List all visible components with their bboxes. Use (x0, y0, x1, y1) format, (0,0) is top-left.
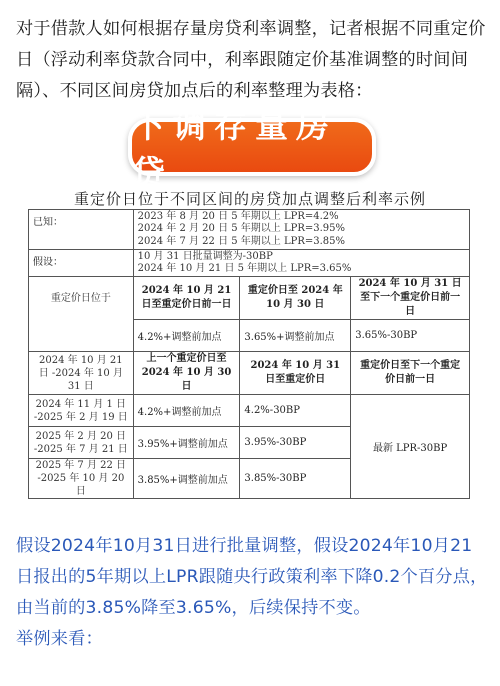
col-header: 上一个重定价日至 2024 年 10 月 30 日 (133, 352, 240, 395)
example-label: 举例来看： (16, 629, 103, 649)
rate-cell: 4.2%+调整前加点 (133, 320, 240, 352)
assume-row (29, 250, 470, 277)
intro-paragraph: 对于借款人如何根据存量房贷利率调整，记者根据不同重定价日（浮动利率贷款合同中，利率跟随定价基准调整的时间间隔）、不同区间房贷加点后的利率整理为表格： (16, 19, 486, 101)
table-row (29, 395, 470, 427)
headline-banner: 下调存量房贷 (128, 118, 376, 176)
range-cell: 2025 年 7 月 22 日 -2025 年 10 月 20 日 (29, 459, 134, 499)
col-header: 2024 年 10 月 31 日至重定价日 (240, 352, 351, 395)
col-header: 2024 年 10 月 21 日至重定价日前一日 (133, 277, 240, 320)
col-header: 重定价日至下一个重定价日前一日 (351, 352, 470, 395)
col-header: 2024 年 10 月 31 日至下一个重定价日前一日 (351, 277, 470, 320)
corner-header: 重定价日位于 (29, 277, 134, 352)
known-row (29, 210, 470, 250)
rate-table (28, 209, 470, 499)
outro-paragraph (16, 531, 488, 655)
assume-line: 2024 年 10 月 21 日 5 年期以上 LPR=3.65% (137, 263, 352, 274)
table-title: 重定价日位于不同区间的房贷加点调整后利率示例 (73, 190, 426, 208)
assume-values (133, 250, 469, 277)
outro-text: 假设2024年10月31日进行批量调整，假设2024年10月21日报出的5年期以上LPR跟随央行政策利率下降0.2个百分点，由当前的3.85%降至3.65%，后续保持不变。 (16, 536, 488, 618)
rate-cell: 3.85%-30BP (240, 459, 351, 499)
range-cell: 2025 年 2 月 20 日 -2025 年 7 月 21 日 (29, 427, 134, 459)
known-line: 2024 年 2 月 20 日 5 年期以上 LPR=3.95% (137, 223, 346, 235)
known-line: 2024 年 7 月 22 日 5 年期以上 LPR=3.85% (137, 235, 346, 247)
merged-rate-cell: 最新 LPR-30BP (351, 395, 470, 499)
rate-cell: 3.85%+调整前加点 (133, 459, 240, 499)
rate-cell: 4.2%-30BP (240, 395, 351, 427)
range-cell: 2024 年 10 月 21 日 -2024 年 10 月 31 日 (29, 352, 134, 395)
range-cell: 2024 年 11 月 1 日 -2025 年 2 月 19 日 (29, 395, 134, 427)
col-header: 重定价日至 2024 年 10 月 30 日 (240, 277, 351, 320)
rate-cell: 4.2%+调整前加点 (133, 395, 240, 427)
rate-cell: 3.95%-30BP (240, 427, 351, 459)
header-row-2 (29, 352, 470, 395)
rate-cell: 3.95%+调整前加点 (133, 427, 240, 459)
header-row-1 (29, 277, 470, 320)
known-label: 已知： (29, 210, 134, 250)
assume-label: 假设： (29, 250, 134, 277)
known-values (133, 210, 469, 250)
assume-line: 10 月 31 日批量调整为-30BP (137, 250, 273, 262)
known-line: 2023 年 8 月 20 日 5 年期以上 LPR=4.2% (137, 210, 339, 222)
rate-cell: 3.65%+调整前加点 (240, 320, 351, 352)
rate-cell: 3.65%-30BP (351, 320, 470, 352)
